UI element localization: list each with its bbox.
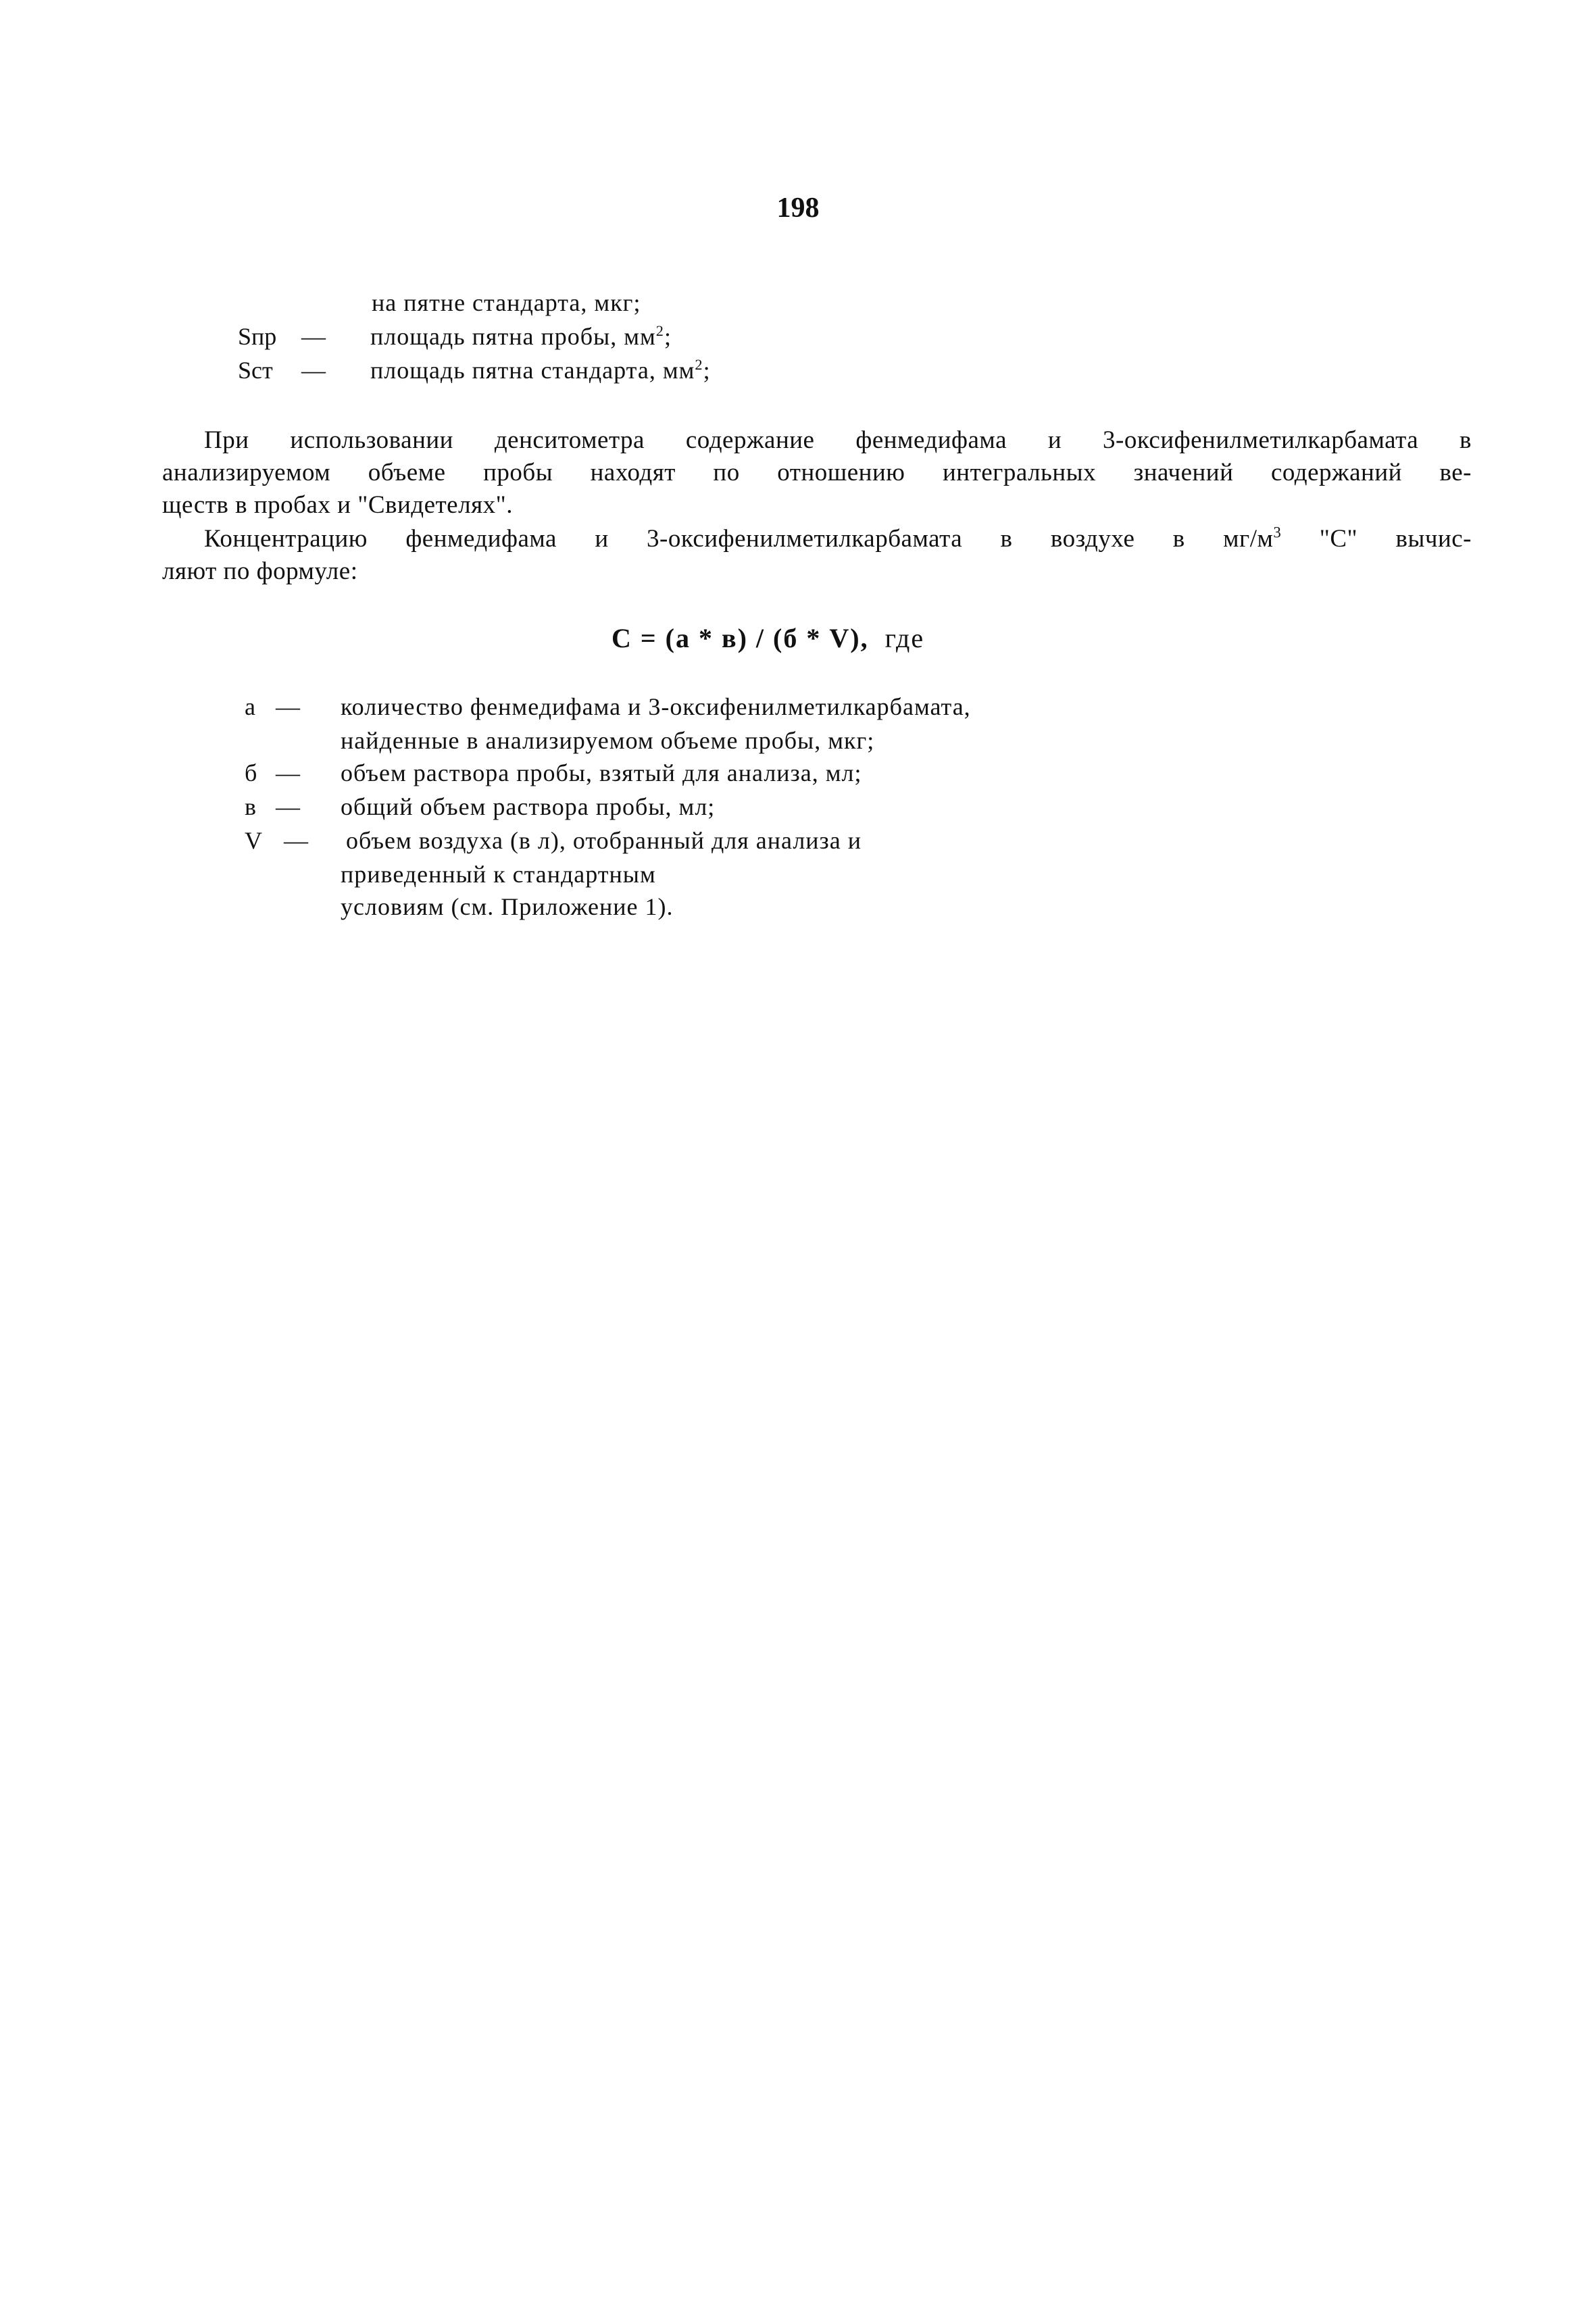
legend-dash: — [301, 357, 326, 384]
legend-continuation: на пятне стандарта, мкг; [372, 289, 641, 316]
legend-dash: — [276, 759, 300, 786]
legend-text: объем раствора пробы, взятый для анализа, мл; [341, 759, 862, 786]
legend-dash: — [301, 323, 326, 350]
legend-symbol: Sст [238, 357, 273, 384]
legend-text: найденные в анализируемом объеме пробы, мкг; [341, 727, 875, 754]
legend-symbol: V [245, 827, 262, 854]
paragraph-line: ществ в пробах и "Свидетелях". [162, 491, 513, 519]
legend-dash: — [276, 693, 300, 720]
formula-expression: С = (а * в) / (б * V), [612, 623, 869, 653]
legend-dash: — [276, 793, 300, 820]
paragraph-line: Концентрацию фенмедифама и 3-оксифенилметилкарбамата в воздухе в $мг/м^3$ "С" вычис- [204, 524, 1472, 553]
paragraph-line: При использовании денситометра содержание фенмедифама и 3-оксифенилметилкарбамата в [204, 426, 1472, 454]
formula-where: где [884, 623, 925, 653]
paragraph-line: анализируемом объеме пробы находят по отношению интегральных значений содержаний ве- [162, 459, 1472, 486]
paragraph-line: ляют по формуле: [162, 557, 358, 585]
legend-text: условиям (см. Приложение 1). [341, 893, 674, 920]
legend-symbol: Sпр [238, 323, 277, 350]
legend-text: количество фенмедифама и 3-оксифенилметилкарбамата, [341, 693, 971, 720]
legend-symbol: в [245, 793, 256, 820]
legend-dash: — [284, 827, 308, 854]
paragraph-concentration [162, 523, 1472, 588]
legend-text: приведенный к стандартным [341, 861, 656, 888]
legend-text: объем воздуха (в л), отобранный для анализа и [346, 827, 862, 854]
legend-symbol: а [245, 693, 255, 720]
legend-text: площадь пятна стандарта, $мм^2$; [370, 356, 711, 384]
page-number: 198 [776, 193, 820, 224]
legend-text: общий объем раствора пробы, мл; [341, 793, 716, 820]
paragraph-densitometer [162, 424, 1472, 522]
formula [612, 622, 924, 655]
legend-text: площадь пятна пробы, $мм^2$; [370, 322, 672, 350]
legend-symbol: б [245, 759, 257, 786]
